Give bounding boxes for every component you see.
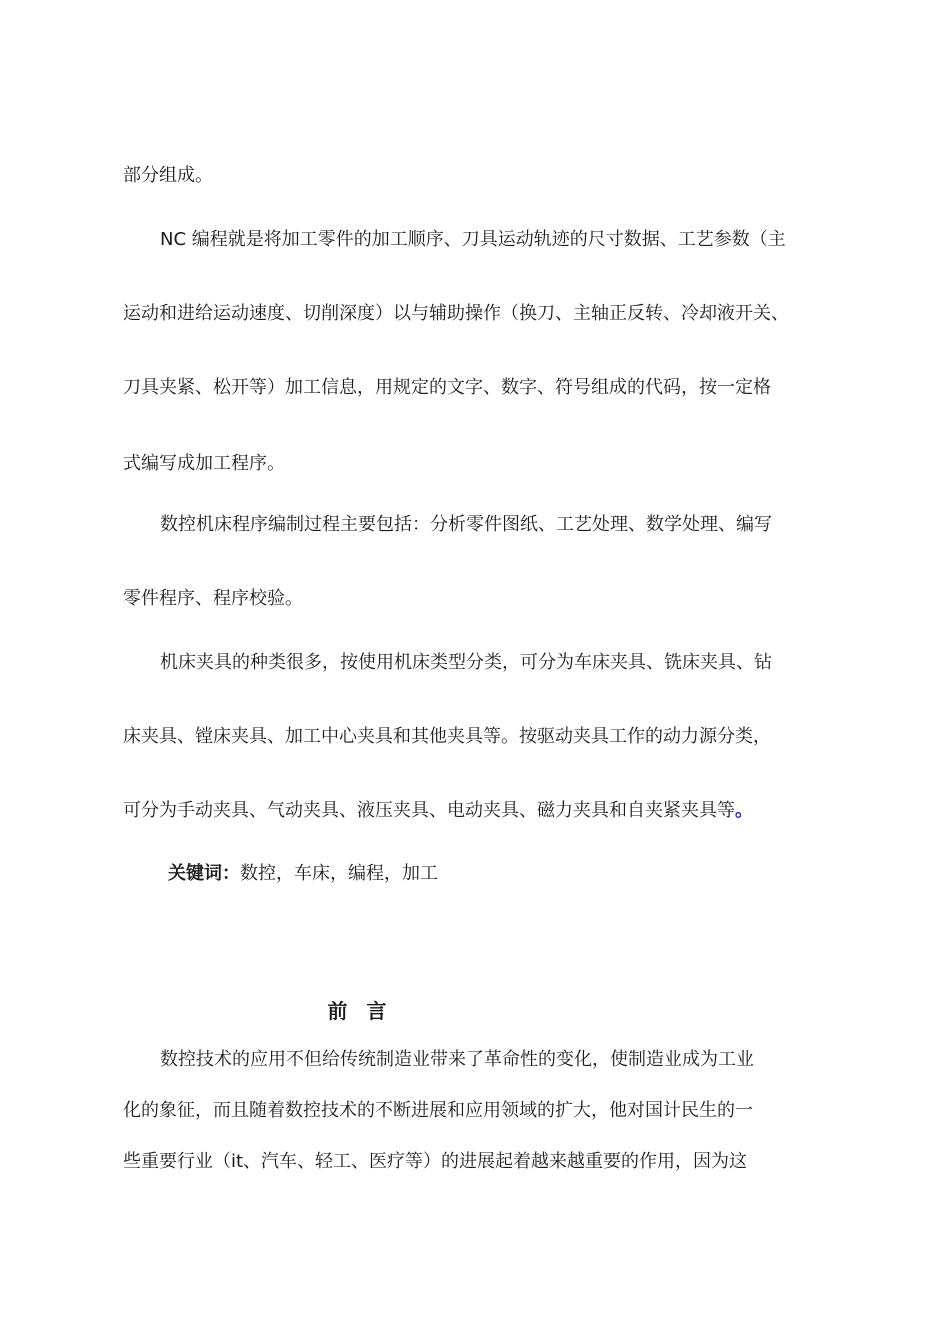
paragraph-text: 可分为手动夹具、气动夹具、液压夹具、电动夹具、磁力夹具和自夹紧夹具等 <box>123 800 735 821</box>
paragraph-line: 数控机床程序编制过程主要包括：分析零件图纸、工艺处理、数学处理、编写 <box>160 514 772 535</box>
paragraph-line: 数控技术的应用不但给传统制造业带来了革命性的变化，使制造业成为工业 <box>160 1049 754 1070</box>
paragraph-line: 些重要行业（it、汽车、轻工、医疗等）的进展起着越来越重要的作用，因为这 <box>123 1151 748 1172</box>
paragraph-line: 式编写成加工程序。 <box>123 453 285 474</box>
final-period: 。 <box>735 800 753 821</box>
paragraph-line <box>123 799 843 823</box>
keywords-line <box>168 862 888 886</box>
paragraph-line: 零件程序、程序校验。 <box>123 588 303 609</box>
keywords-value: 数控，车床，编程，加工 <box>240 863 438 884</box>
paragraph-line: 化的象征，而且随着数控技术的不断进展和应用领域的扩大，他对国计民生的一 <box>123 1100 753 1121</box>
paragraph-line: NC 编程就是将加工零件的加工顺序、刀具运动轨迹的尺寸数据、工艺参数（主 <box>160 229 786 250</box>
keywords-label: 关键词： <box>168 863 240 884</box>
paragraph-line: 刀具夹紧、松开等）加工信息，用规定的文字、数字、符号组成的代码，按一定格 <box>123 377 771 398</box>
paragraph-line: 运动和进给运动速度、切削深度）以与辅助操作（换刀、主轴正反转、冷却液开关、 <box>123 303 789 324</box>
preface-title: 前 言 <box>327 999 393 1023</box>
paragraph-line: 机床夹具的种类很多，按使用机床类型分类，可分为车床夹具、铣床夹具、钻 <box>160 652 772 673</box>
paragraph-line: 床夹具、镗床夹具、加工中心夹具和其他夹具等。按驱动夹具工作的动力源分类， <box>123 726 771 747</box>
paragraph-line: 部分组成。 <box>123 165 213 186</box>
